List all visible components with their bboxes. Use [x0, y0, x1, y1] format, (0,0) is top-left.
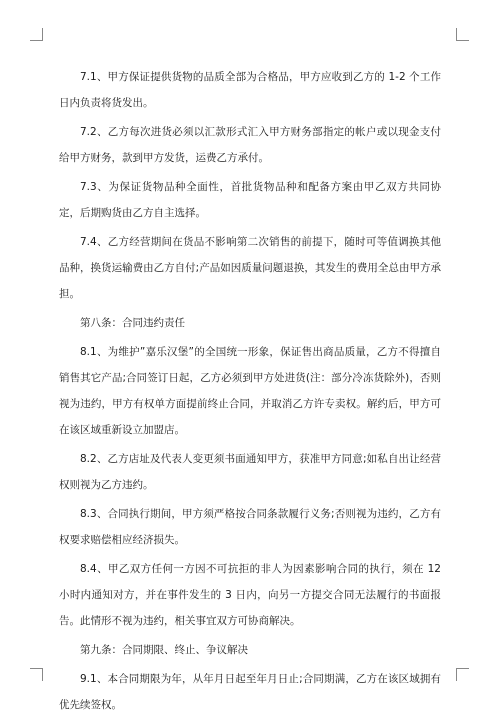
- document-body: [59, 64, 441, 721]
- clause-8-4: 8.4、甲乙双方任何一方因不可抗拒的非人为因素影响合同的执行，须在 12 小时内通知对方，并在事件发生的 3 日内，向另一方提交合同无法履行的书面报告。此情形不视为违约，相关事宜双方可协商解决。: [59, 563, 441, 627]
- crop-mark-top-right: [456, 28, 469, 41]
- crop-mark-bottom-left: [30, 668, 43, 681]
- clause-8-3: 8.3、合同执行期间，甲方须严格按合同条款履行义务;否则视为违约，乙方有权要求赔偿相应经济损失。: [59, 508, 441, 546]
- article-9-heading: 第九条：合同期限、终止、争议解决: [80, 644, 248, 656]
- crop-mark-top-left: [30, 28, 43, 41]
- clause-8-2: 8.2、乙方店址及代表人变更须书面通知甲方，获准甲方同意;如私自出让经营权则视为乙方违约。: [59, 453, 441, 491]
- clause-7-1: 7.1、甲方保证提供货物的品质全部为合格品，甲方应收到乙方的 1-2 个工作日内负责将货发出。: [59, 71, 441, 109]
- clause-7-2: 7.2、乙方每次进货必须以汇款形式汇入甲方财务部指定的帐户或以现金支付给甲方财务，款到甲方发货，运费乙方承付。: [59, 126, 441, 164]
- clause-7-4: 7.4、乙方经营期间在货品不影响第二次销售的前提下，随时可等值调换其他品种，换货运输费由乙方自付;产品如因质量问题退换，其发生的费用全总由甲方承担。: [59, 236, 441, 300]
- crop-mark-bottom-right: [456, 668, 469, 681]
- article-8-heading: 第八条：合同违约责任: [80, 317, 185, 329]
- clause-7-3: 7.3、为保证货物品种全面性，首批货物品种和配备方案由甲乙双方共同协定，后期购货由乙方自主选择。: [59, 181, 441, 219]
- clause-8-1: 8.1、为维护”嘉乐汉堡”的全国统一形象，保证售出商品质量，乙方不得擅自销售其它产品;合同签订日起，乙方必须到甲方处进货(注：部分冷冻货除外)，否则视为违约，甲方有权单方面提前终止合同，并取消乙方许专卖权。解约后，甲方可在该区域重新设立加盟店。: [59, 346, 441, 436]
- clause-9-1: 9.1、本合同期限为年，从年月日起至年月日止;合同期满，乙方在该区域拥有优先续签权。: [59, 673, 441, 711]
